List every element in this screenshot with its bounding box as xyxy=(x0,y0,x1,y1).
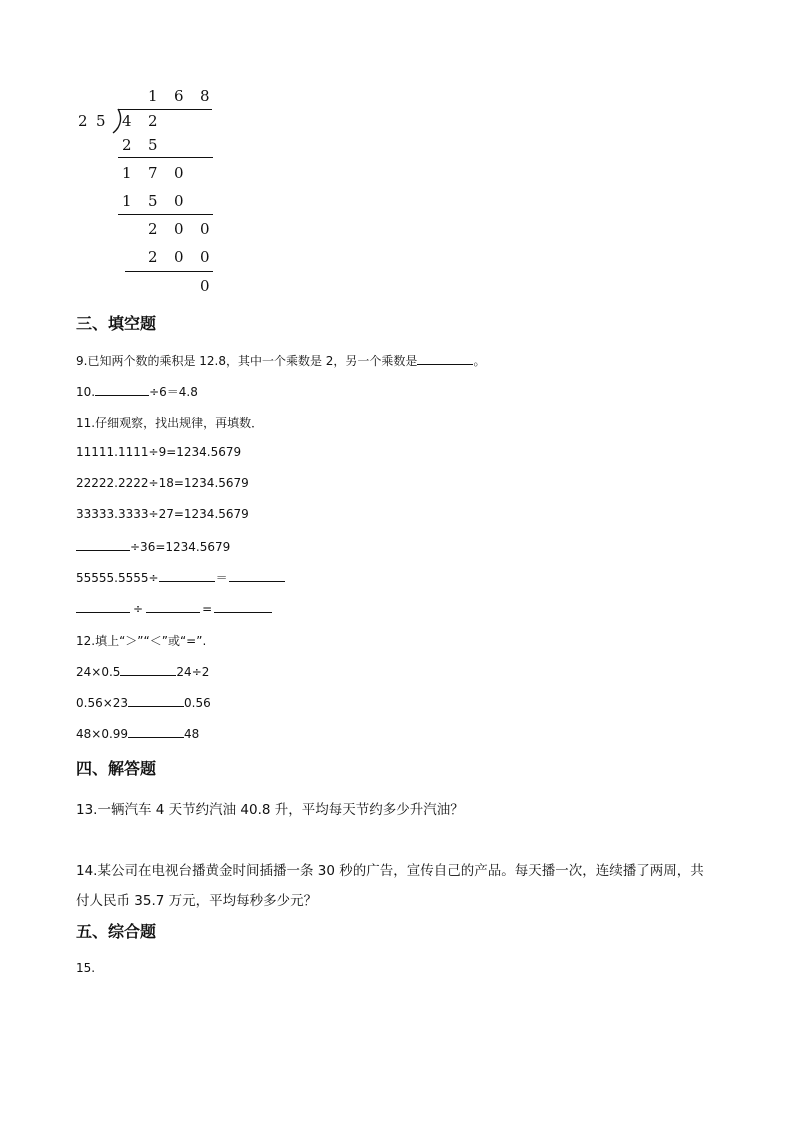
step-digit: 5 xyxy=(148,136,158,154)
answer-blank[interactable] xyxy=(128,725,184,738)
pattern-text: 55555.5555÷ xyxy=(76,571,159,585)
step-digit: 2 xyxy=(148,248,158,266)
question-12-prompt: 12.填上“＞”“＜”或“=”. xyxy=(76,634,207,648)
answer-blank[interactable] xyxy=(159,569,215,582)
pattern-line xyxy=(76,538,230,554)
step-line xyxy=(118,157,213,158)
dividend-digit: 2 xyxy=(148,112,158,130)
divide-sign: ÷ xyxy=(133,602,144,616)
step-digit: 0 xyxy=(174,220,184,238)
answer-blank[interactable] xyxy=(95,383,149,396)
step-digit: 1 xyxy=(122,164,132,182)
quotient-digit: 1 xyxy=(148,87,158,105)
section-title: 三、填空题 xyxy=(76,314,157,333)
division-bar xyxy=(118,109,212,110)
answer-blank[interactable] xyxy=(128,694,184,707)
answer-blank[interactable] xyxy=(76,600,130,613)
question-14-line: 14.某公司在电视台播黄金时间插播一条 30 秒的广告，宣传自己的产品。每天播一次，连续播了两周，共 xyxy=(76,863,704,879)
compare-left: 24×0.5 xyxy=(76,665,121,679)
question-9 xyxy=(76,352,485,369)
step-digit: 0 xyxy=(200,248,210,266)
section-title: 四、解答题 xyxy=(76,759,157,778)
pattern-line: 22222.2222÷18=1234.5679 xyxy=(76,476,249,490)
equals-sign: ＝ xyxy=(215,571,228,585)
question-text: 9.已知两个数的乘积是 12.8，其中一个乘数是 2，另一个乘数是 xyxy=(76,354,418,368)
step-digit: 2 xyxy=(148,220,158,238)
step-line xyxy=(118,214,213,215)
dividend-digit: 4 xyxy=(122,112,132,130)
question-text: ÷6＝4.8 xyxy=(149,385,198,399)
section-title: 五、综合题 xyxy=(76,922,157,941)
step-digit: 1 xyxy=(122,192,132,210)
question-number: 10. xyxy=(76,385,96,399)
answer-blank[interactable] xyxy=(229,569,285,582)
question-10 xyxy=(76,383,198,400)
question-11-prompt: 11.仔细观察，找出规律，再填数． xyxy=(76,416,264,430)
answer-blank[interactable] xyxy=(76,538,130,551)
question-15: 15. xyxy=(76,961,96,975)
quotient-digit: 6 xyxy=(174,87,184,105)
pattern-text: ÷36=1234.5679 xyxy=(130,540,231,554)
answer-blank[interactable] xyxy=(417,352,473,365)
question-14-line: 付人民币 35.7 万元，平均每秒多少元？ xyxy=(76,893,318,909)
compare-row xyxy=(76,663,209,679)
step-digit: 7 xyxy=(148,164,158,182)
compare-row xyxy=(76,694,211,710)
remainder-digit: 0 xyxy=(200,277,210,295)
answer-blank[interactable] xyxy=(146,600,200,613)
compare-left: 48×0.99 xyxy=(76,727,129,741)
quotient-digit: 8 xyxy=(200,87,210,105)
step-digit: 2 xyxy=(122,136,132,154)
pattern-line xyxy=(76,569,285,586)
divisor-digit: 2 xyxy=(78,112,88,130)
compare-right: 0.56 xyxy=(184,696,211,710)
step-digit: 0 xyxy=(200,220,210,238)
step-digit: 0 xyxy=(174,192,184,210)
compare-left: 0.56×23 xyxy=(76,696,129,710)
pattern-line: 11111.1111÷9=1234.5679 xyxy=(76,445,242,459)
equals-sign: = xyxy=(202,602,213,616)
step-digit: 5 xyxy=(148,192,158,210)
division-bracket xyxy=(110,108,122,134)
answer-blank[interactable] xyxy=(120,663,176,676)
pattern-line: 33333.3333÷27=1234.5679 xyxy=(76,507,249,521)
question-13: 13.一辆汽车 4 天节约汽油 40.8 升，平均每天节约多少升汽油？ xyxy=(76,802,464,818)
step-line xyxy=(125,271,213,272)
compare-right: 48 xyxy=(184,727,200,741)
compare-row xyxy=(76,725,199,741)
step-digit: 0 xyxy=(174,164,184,182)
compare-right: 24÷2 xyxy=(176,665,210,679)
answer-blank[interactable] xyxy=(214,600,272,613)
question-end: 。 xyxy=(473,354,486,368)
divisor-digit: 5 xyxy=(96,112,106,130)
step-digit: 0 xyxy=(174,248,184,266)
pattern-line xyxy=(76,600,272,616)
